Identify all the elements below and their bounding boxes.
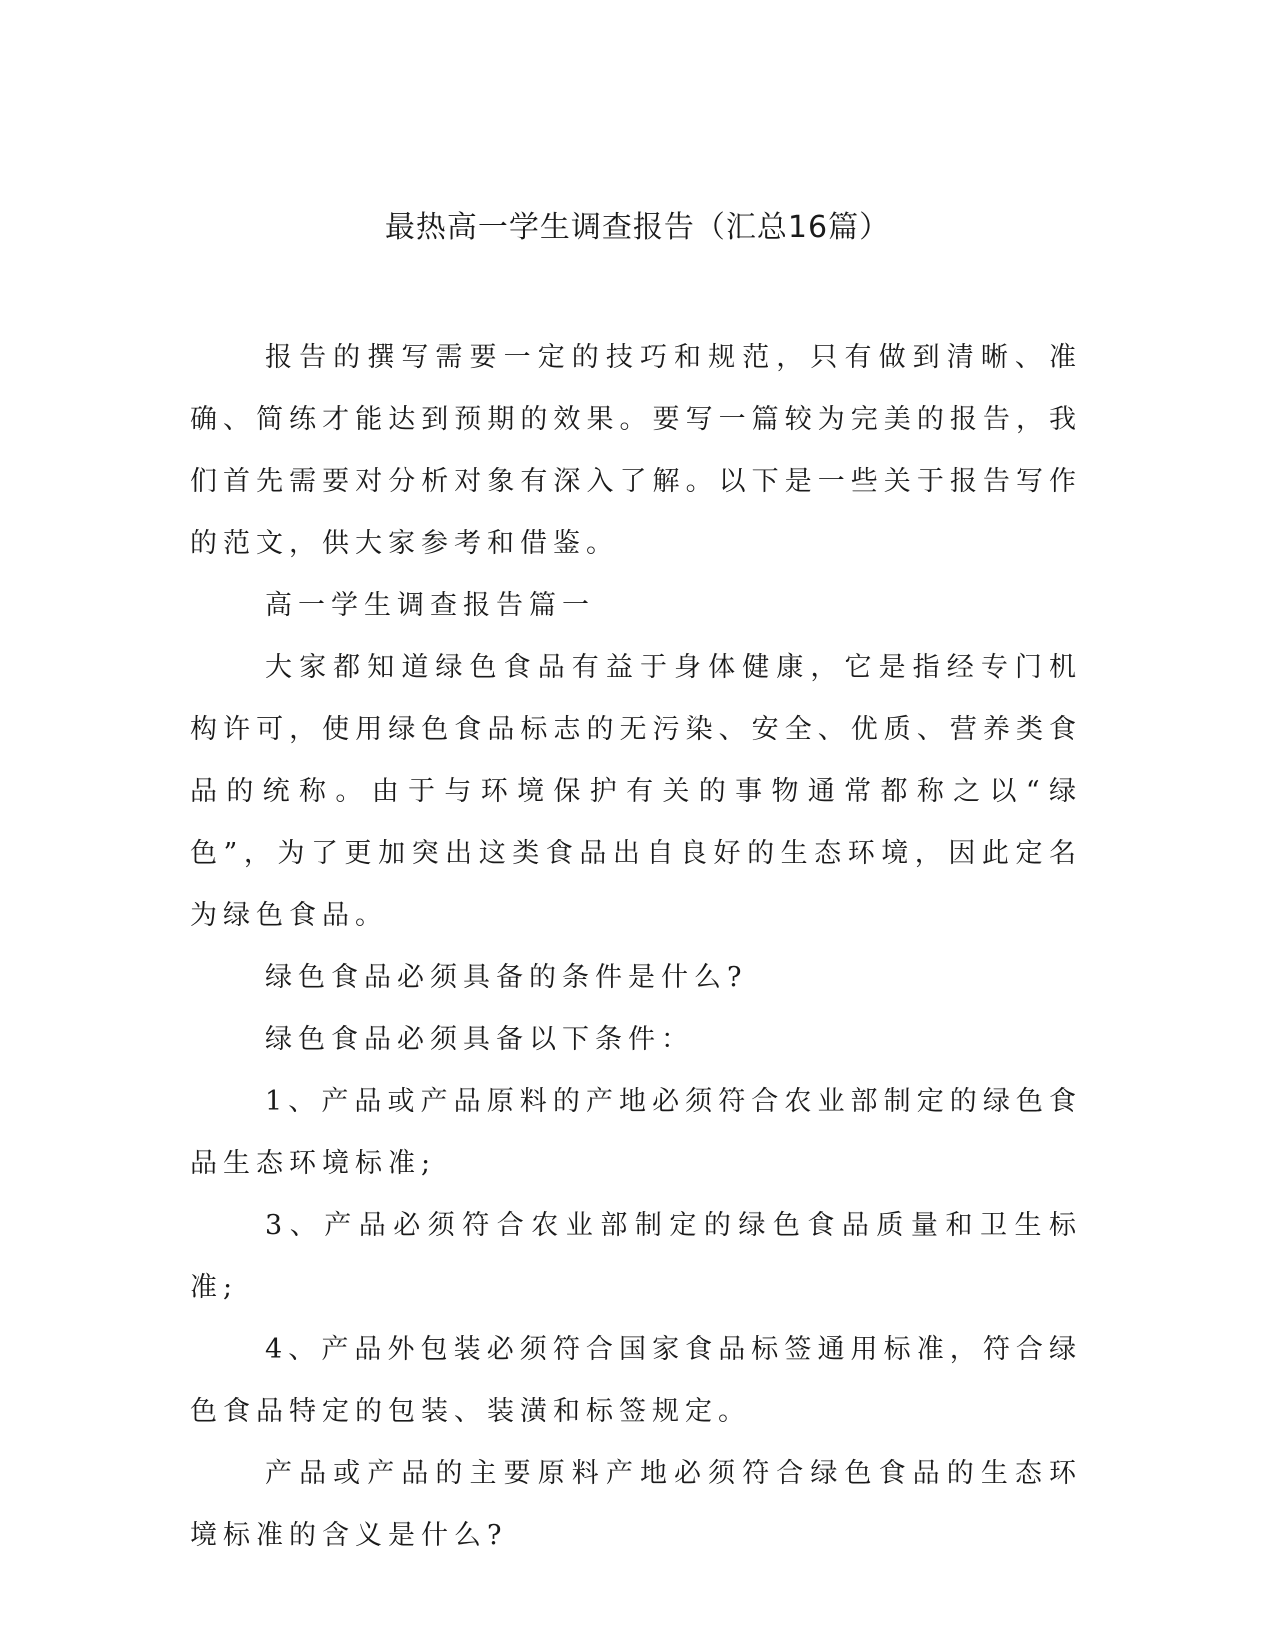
list-item-condition-1: 1、产品或产品原料的产地必须符合农业部制定的绿色食品生态环境标准; xyxy=(190,1086,1082,1179)
paragraph-conditions-lead: 绿色食品必须具备以下条件： xyxy=(265,1024,694,1055)
paragraph-question-conditions: 绿色食品必须具备的条件是什么? xyxy=(265,962,748,993)
paragraph-question-meaning: 产品或产品的主要原料产地必须符合绿色食品的生态环境标准的含义是什么? xyxy=(190,1458,1082,1551)
list-item-condition-3: 3、产品必须符合农业部制定的绿色食品质量和卫生标准; xyxy=(190,1210,1082,1303)
document-body xyxy=(190,327,1082,1567)
document-title: 最热高一学生调查报告（汇总16篇） xyxy=(384,210,891,245)
list-item-condition-4: 4、产品外包装必须符合国家食品标签通用标准，符合绿色食品特定的包装、装潢和标签规定。 xyxy=(190,1334,1082,1427)
section-heading: 高一学生调查报告篇一 xyxy=(265,590,595,621)
paragraph-green-food-definition: 大家都知道绿色食品有益于身体健康，它是指经专门机构许可，使用绿色食品标志的无污染、安全、优质、营养类食品的统称。由于与环境保护有关的事物通常都称之以“绿色”，为了更加突出这类食品出自良好的生态环境，因此定名为绿色食品。 xyxy=(190,652,1082,931)
paragraph-intro: 报告的撰写需要一定的技巧和规范，只有做到清晰、准确、简练才能达到预期的效果。要写一篇较为完美的报告，我们首先需要对分析对象有深入了解。以下是一些关于报告写作的范文，供大家参考和借鉴。 xyxy=(190,342,1082,559)
